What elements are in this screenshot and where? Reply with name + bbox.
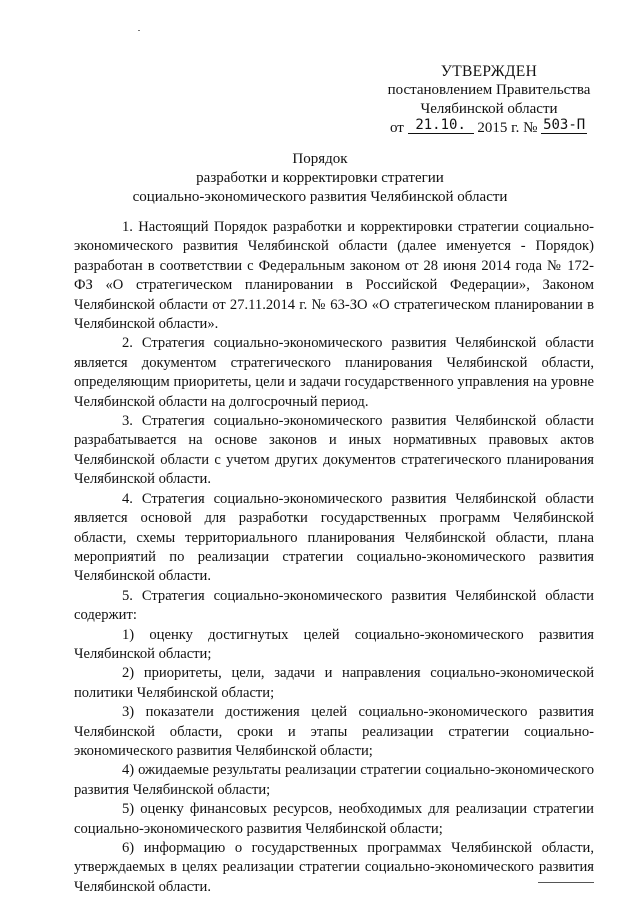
approval-date: 21.10. (415, 117, 466, 133)
approval-number: 503-П (543, 117, 586, 133)
approval-date-line (384, 119, 594, 138)
list-item-4: 4) ожидаемые результаты реализации стратегии социально-экономического развития Челябинской области; (74, 762, 594, 798)
paragraph-4: 4. Стратегия социально-экономического развития Челябинской области является основой для разработки государственных программ Челябинской области, схемы территориального планирования Челябинской области, плана мероприятий по реализации стратегии социально-экономического развития Челябинской области. (74, 490, 594, 585)
paragraph-2: 2. Стратегия социально-экономического развития Челябинской области является документом стратегического планирования Челябинской области, определяющим приоритеты, цели и задачи государственного управления на уровне Челябинской области на долгосрочный период. (74, 335, 594, 410)
footer-rule (538, 882, 594, 883)
paragraph-1: 1. Настоящий Порядок разработки и корректировки стратегии социально-экономического развития Челябинской области (далее именуется - Порядок) разработан в соответствии с Федеральным законом от 28 июня 2014 года № 172-ФЗ «О стратегическом планировании в Российской Федерации», Законом Челябинской области от 27.11.2014 г. № 63-ЗО «О стратегическом планировании в Челябинской области». (74, 219, 594, 333)
from-label: от (390, 120, 404, 136)
approval-heading: УТВЕРЖДЕН (440, 63, 538, 80)
list-item-6: 6) информацию о государственных программах Челябинской области, утверждаемых в целях реализации стратегии социально-экономического развития Челябинской области. (74, 840, 594, 895)
title-line-1: Порядок (292, 151, 348, 167)
number-blank (541, 119, 587, 134)
approval-line-2: Челябинской области (420, 101, 558, 117)
list-item-3: 3) показатели достижения целей социально-экономического развития Челябинской области, сроки и этапы реализации стратегии социально-экономического развития Челябинской области; (74, 704, 594, 759)
scan-mark (138, 30, 140, 31)
title-line-3: социально-экономического развития Челябинской области (132, 189, 508, 205)
paragraph-5: 5. Стратегия социально-экономического развития Челябинской области содержит: (74, 587, 594, 624)
year-label: 2015 г. № (477, 120, 538, 136)
approval-stamp (384, 62, 594, 138)
title-line-2: разработки и корректировки стратегии (196, 170, 444, 186)
list-item-5: 5) оценку финансовых ресурсов, необходимых для реализации стратегии социально-экономического развития Челябинской области; (74, 801, 594, 837)
date-blank (408, 119, 474, 134)
document-body (74, 218, 594, 897)
paragraph-3: 3. Стратегия социально-экономического развития Челябинской области разрабатывается на основе законов и иных нормативных правовых актов Челябинской области с учетом других документов стратегического планирования Челябинской области. (74, 413, 594, 488)
document-title (60, 150, 580, 207)
list-item-1: 1) оценку достигнутых целей социально-экономического развития Челябинской области; (74, 626, 594, 662)
list-item-2: 2) приоритеты, цели, задачи и направления социально-экономической политики Челябинской области; (74, 665, 594, 701)
approval-line-1: постановлением Правительства (387, 82, 591, 98)
